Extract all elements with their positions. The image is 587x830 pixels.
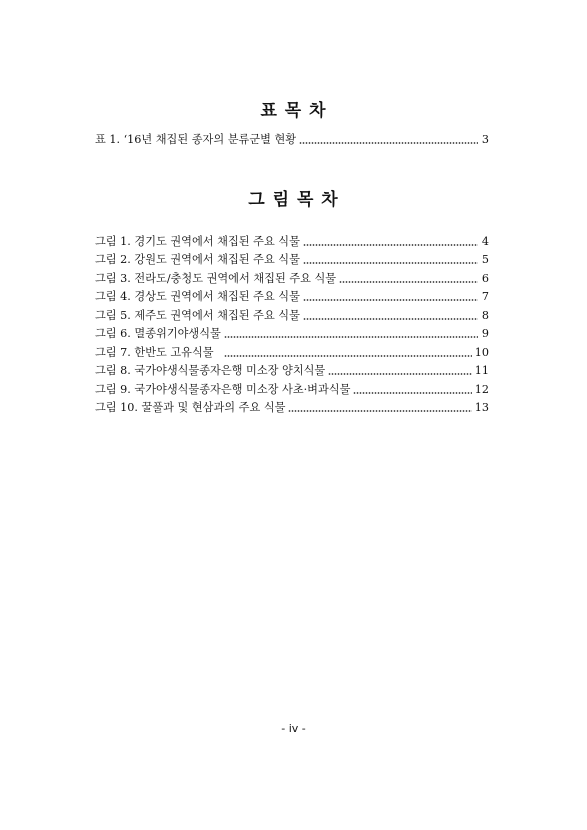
figure-entry-page: 13 xyxy=(474,401,489,414)
figure-entry-label: 그림 1. 경기도 권역에서 채집된 주요 식물 xyxy=(95,235,300,248)
figure-entry[interactable] xyxy=(95,251,489,267)
figure-entry-page: 4 xyxy=(481,235,489,248)
figure-list-heading: 그 림 목 차 xyxy=(248,190,339,210)
figure-entry-page: 5 xyxy=(481,253,489,266)
figure-entry-label: 그림 3. 전라도/충청도 권역에서 채집된 주요 식물 xyxy=(95,272,337,285)
dot-leader xyxy=(299,142,478,144)
figure-entry-label: 그림 7. 한반도 고유식물 xyxy=(95,346,214,359)
figure-entry[interactable] xyxy=(95,399,489,415)
dot-leader xyxy=(303,244,478,246)
figure-entry-page: 12 xyxy=(474,383,489,396)
figure-entry[interactable] xyxy=(95,381,489,397)
figure-entry-page: 7 xyxy=(481,290,489,303)
figure-entry-page: 8 xyxy=(481,309,489,322)
figure-entry-label: 그림 4. 경상도 권역에서 채집된 주요 식물 xyxy=(95,290,300,303)
dot-leader xyxy=(339,281,478,283)
figure-entry[interactable] xyxy=(95,288,489,304)
page-number-footer: - iv - xyxy=(281,722,306,735)
figure-entry[interactable] xyxy=(95,362,489,378)
figure-entry-label: 그림 6. 멸종위기야생식물 xyxy=(95,327,221,340)
dot-leader xyxy=(303,318,478,320)
figure-entry-page: 11 xyxy=(474,364,489,377)
dot-leader xyxy=(288,410,471,412)
dot-leader xyxy=(224,355,472,357)
figure-entry[interactable] xyxy=(95,344,489,360)
figure-entry[interactable] xyxy=(95,270,489,286)
figure-entry[interactable] xyxy=(95,325,489,341)
table-entry-page: 3 xyxy=(481,133,489,146)
figure-entry-label: 그림 2. 강원도 권역에서 채집된 주요 식물 xyxy=(95,253,300,266)
figure-entry-label: 그림 5. 제주도 권역에서 채집된 주요 식물 xyxy=(95,309,300,322)
figure-entry-label: 그림 8. 국가야생식물종자은행 미소장 양치식물 xyxy=(95,364,326,377)
dot-leader xyxy=(303,299,478,301)
figure-entry-page: 9 xyxy=(481,327,489,340)
figure-entry[interactable] xyxy=(95,233,489,249)
dot-leader xyxy=(353,392,471,394)
dot-leader xyxy=(224,336,478,338)
dot-leader xyxy=(328,373,472,375)
figure-entry-page: 10 xyxy=(474,346,489,359)
table-entry[interactable] xyxy=(95,131,489,147)
figure-entry-label: 그림 10. 꿀풀과 및 현삼과의 주요 식물 xyxy=(95,401,286,414)
figure-entry-label: 그림 9. 국가야생식물종자은행 미소장 사초·벼과식물 xyxy=(95,383,351,396)
figure-entry[interactable] xyxy=(95,307,489,323)
dot-leader xyxy=(303,262,478,264)
figure-entry-page: 6 xyxy=(481,272,489,285)
table-list-heading: 표 목 차 xyxy=(260,101,327,121)
table-entry-label: 표 1. ‘16년 채집된 종자의 분류군별 현황 xyxy=(95,133,297,146)
